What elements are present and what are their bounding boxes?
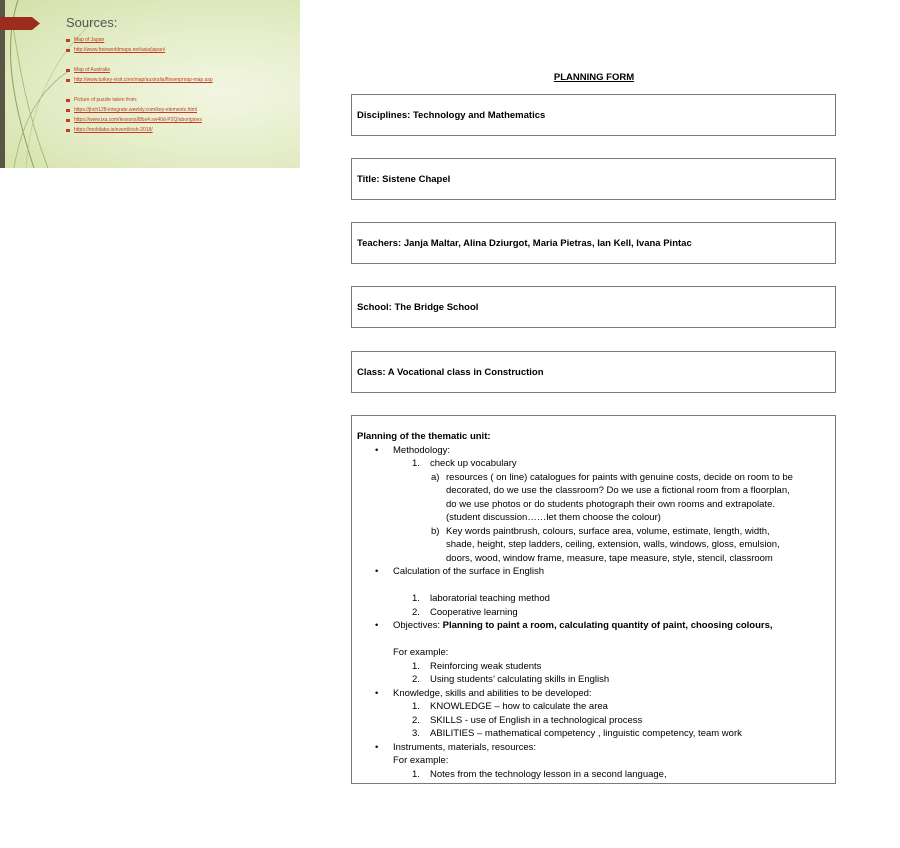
item-number: 1. — [412, 458, 420, 469]
planning-heading: Planning of the thematic unit: — [357, 431, 491, 442]
bullet-methodology: • Methodology: — [357, 444, 830, 458]
item-text: laboratorial teaching method — [430, 593, 550, 604]
class-field: Class: A Vocational class in Construction — [351, 351, 836, 393]
numbered-item — [357, 592, 830, 606]
item-number: 1. — [412, 593, 420, 604]
source-item[interactable]: http://www.turkey-visit.com/map/australia/flowerpmap-map.asp — [66, 75, 213, 85]
item-line: Key words paintbrush, colours, surface area, volume, estimate, length, width, — [446, 525, 770, 537]
numbered-item — [357, 714, 830, 728]
planning-box — [351, 415, 836, 784]
item-text: Using students’ calculating skills in English — [430, 674, 610, 685]
numbered-item — [357, 727, 830, 741]
numbered-item — [357, 660, 830, 674]
alpha-item-b — [357, 525, 830, 566]
objectives-label: Objectives: — [393, 620, 443, 631]
bullet-instruments: • Instruments, materials, resources: — [357, 741, 830, 755]
bullet-objectives — [357, 619, 830, 633]
numbered-item — [357, 768, 830, 782]
item-text: Reinforcing weak students — [430, 660, 542, 672]
item-number: 2. — [412, 674, 420, 685]
source-item[interactable]: https://mobilabs.ie/event/irish-2018/ — [66, 125, 213, 135]
item-number: 1. — [412, 701, 420, 712]
for-example-label: For example: — [393, 755, 449, 766]
disciplines-field: Disciplines: Technology and Mathematics — [351, 94, 836, 136]
school-field: School: The Bridge School — [351, 286, 836, 328]
source-item: Picture of puzzle taken from: — [66, 95, 213, 105]
source-item[interactable]: Map of Australia — [66, 65, 213, 75]
slide-thumbnail[interactable] — [0, 0, 300, 168]
for-example-label: For example: — [393, 647, 449, 658]
item-number: 3. — [412, 728, 420, 739]
item-text: Cooperative learning — [430, 606, 518, 618]
item-number: 1. — [412, 768, 420, 780]
slide-title: Sources: — [66, 15, 118, 30]
slide-arrow-icon — [0, 17, 40, 30]
objectives-text: Planning to paint a room, calculating quantity of paint, choosing colours, — [442, 620, 773, 631]
item-line: shade, height, step ladders, ceiling, extension, walls, windows, gloss, emulsion, — [446, 539, 780, 550]
item-line: resources ( on line) catalogues for paints with genuine costs, decide on room to be — [446, 471, 793, 483]
item-text: KNOWLEDGE – how to calculate the area — [430, 701, 608, 712]
item-number: 2. — [412, 714, 420, 726]
item-text: Notes from the technology lesson in a second language, — [430, 768, 667, 780]
item-number: 1. — [412, 660, 420, 672]
item-text: check up vocabulary — [430, 458, 517, 469]
source-item[interactable]: https://www.ixa.com/lessons/l8bx4.sw40d-P2Q/aborigines — [66, 115, 213, 125]
item-line: (student discussion……let them choose the colour) — [446, 512, 661, 523]
item-text: SKILLS - use of English in a technological process — [430, 714, 643, 726]
source-item[interactable]: https://jhch128-integrate.weebly.com/key-elements.html — [66, 105, 213, 115]
item-number: 2. — [412, 606, 420, 618]
form-title: PLANNING FORM — [553, 72, 635, 83]
numbered-item — [357, 457, 830, 471]
slide-sources-list — [66, 35, 213, 135]
item-line: do we use photos or do students photograph their own rooms and extrapolate. — [446, 498, 776, 510]
bullet-calculation: • Calculation of the surface in English — [357, 565, 830, 579]
item-letter: a) — [431, 471, 440, 483]
source-item[interactable]: Map of Japan — [66, 35, 213, 45]
source-item[interactable]: http://www.freeworldmaps.net/asia/japan/ — [66, 45, 213, 55]
item-line: doors, wood, window frame, measure, tape measure, style, stencil, classroom — [446, 552, 773, 564]
item-line: decorated, do we use the classroom? Do we use a fictional room from a floorplan, — [446, 485, 790, 496]
title-field: Title: Sistene Chapel — [351, 158, 836, 200]
numbered-item — [357, 673, 830, 687]
alpha-item-a — [357, 471, 830, 525]
item-letter: b) — [431, 525, 440, 537]
numbered-item — [357, 606, 830, 620]
teachers-field: Teachers: Janja Maltar, Alina Dziurgot, Maria Pietras, Ian Kell, Ivana Pintac — [351, 222, 836, 264]
bullet-knowledge: • Knowledge, skills and abilities to be developed: — [357, 687, 830, 701]
item-text: ABILITIES – mathematical competency , linguistic competency, team work — [430, 728, 742, 739]
numbered-item — [357, 700, 830, 714]
